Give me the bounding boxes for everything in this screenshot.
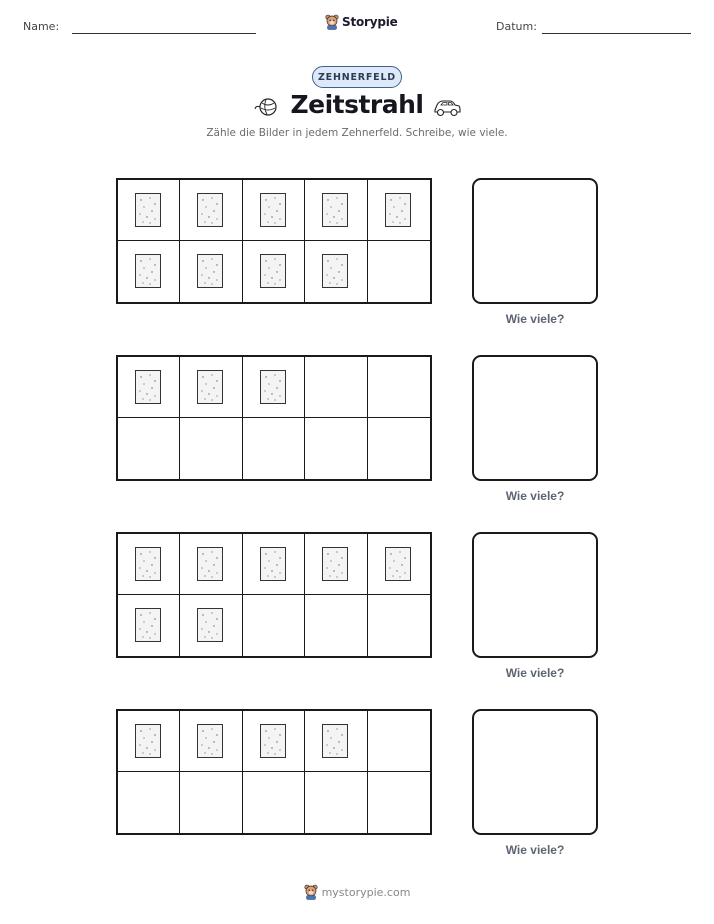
- cracker-tile-icon: [322, 193, 348, 227]
- cracker-tile-icon: [135, 193, 161, 227]
- ten-frame-cell: [368, 772, 430, 833]
- cracker-tile-icon: [322, 724, 348, 758]
- title-row: [0, 90, 714, 126]
- footer: [0, 884, 714, 900]
- cracker-tile-icon: [322, 547, 348, 581]
- ten-frame-cell: [305, 534, 367, 595]
- ten-frame-cell: [243, 418, 305, 479]
- toy-car-icon: [432, 96, 462, 118]
- name-line[interactable]: [72, 33, 256, 34]
- ten-frame-cell: [368, 595, 430, 656]
- answer-box[interactable]: [472, 355, 598, 481]
- cracker-tile-icon: [135, 254, 161, 288]
- ten-frame-cell: [368, 357, 430, 418]
- date-label: Datum:: [496, 20, 537, 33]
- cracker-tile-icon: [135, 370, 161, 404]
- cracker-tile-icon: [260, 370, 286, 404]
- instructions: Zähle die Bilder in jedem Zehnerfeld. Schreibe, wie viele.: [206, 127, 508, 139]
- ten-frame-cell: [180, 534, 242, 595]
- ten-frame-cell: [118, 772, 180, 833]
- cracker-tile-icon: [197, 608, 223, 642]
- cracker-tile-icon: [322, 254, 348, 288]
- cracker-tile-icon: [197, 193, 223, 227]
- answer-label: Wie viele?: [505, 843, 565, 857]
- cracker-tile-icon: [385, 193, 411, 227]
- ten-frame-cell: [180, 180, 242, 241]
- cracker-tile-icon: [197, 547, 223, 581]
- footer-url: mystorypie.com: [321, 885, 411, 899]
- brand-logo: [325, 14, 398, 30]
- ten-frame-cell: [180, 772, 242, 833]
- cracker-tile-icon: [385, 547, 411, 581]
- ten-frame-cell: [118, 711, 180, 772]
- date-line[interactable]: [542, 33, 691, 34]
- answer-label: Wie viele?: [505, 666, 565, 680]
- ten-frame: [116, 532, 432, 658]
- ten-frame-cell: [243, 357, 305, 418]
- ten-frame-cell: [180, 595, 242, 656]
- cracker-tile-icon: [197, 254, 223, 288]
- bear-logo-icon: [325, 14, 339, 30]
- brand-name: Storypie: [342, 15, 398, 29]
- ten-frame-cell: [180, 241, 242, 302]
- answer-box[interactable]: [472, 709, 598, 835]
- ten-frame-cell: [180, 418, 242, 479]
- ten-frame-cell: [243, 534, 305, 595]
- answer-box[interactable]: [472, 178, 598, 304]
- name-label: Name:: [23, 20, 60, 33]
- cracker-tile-icon: [260, 724, 286, 758]
- worksheet-title: Zeitstrahl: [290, 90, 424, 119]
- ten-frame-cell: [305, 418, 367, 479]
- cracker-tile-icon: [135, 608, 161, 642]
- worksheet-header: [0, 0, 714, 50]
- ten-frame-cell: [368, 711, 430, 772]
- ten-frame-cell: [305, 357, 367, 418]
- ten-frame-cell: [118, 180, 180, 241]
- ten-frame: [116, 355, 432, 481]
- ten-frame-cell: [368, 180, 430, 241]
- ten-frame-cell: [180, 711, 242, 772]
- answer-box[interactable]: [472, 532, 598, 658]
- ten-frame: [116, 178, 432, 304]
- ten-frame-cell: [305, 772, 367, 833]
- ten-frame-cell: [305, 595, 367, 656]
- ten-frame-cell: [243, 595, 305, 656]
- ten-frame-cell: [368, 534, 430, 595]
- ten-frame-cell: [243, 772, 305, 833]
- cracker-tile-icon: [260, 254, 286, 288]
- ten-frame-cell: [243, 711, 305, 772]
- ten-frame-cell: [243, 180, 305, 241]
- ten-frame: [116, 709, 432, 835]
- answer-label: Wie viele?: [505, 312, 565, 326]
- ten-frame-cell: [118, 534, 180, 595]
- bear-logo-icon: [304, 884, 318, 900]
- ten-frame-cell: [180, 357, 242, 418]
- cracker-tile-icon: [197, 370, 223, 404]
- cracker-tile-icon: [260, 547, 286, 581]
- cracker-tile-icon: [135, 547, 161, 581]
- ten-frame-cell: [305, 241, 367, 302]
- ten-frame-cell: [118, 241, 180, 302]
- cracker-tile-icon: [197, 724, 223, 758]
- answer-label: Wie viele?: [505, 489, 565, 503]
- ten-frame-cell: [243, 241, 305, 302]
- ten-frame-cell: [305, 180, 367, 241]
- ten-frame-cell: [118, 418, 180, 479]
- ten-frame-cell: [368, 418, 430, 479]
- topic-badge: ZEHNERFELD: [312, 66, 402, 88]
- ten-frame-cell: [118, 357, 180, 418]
- cracker-tile-icon: [260, 193, 286, 227]
- ten-frame-cell: [305, 711, 367, 772]
- ten-frame-cell: [368, 241, 430, 302]
- ten-frame-cell: [118, 595, 180, 656]
- cracker-tile-icon: [135, 724, 161, 758]
